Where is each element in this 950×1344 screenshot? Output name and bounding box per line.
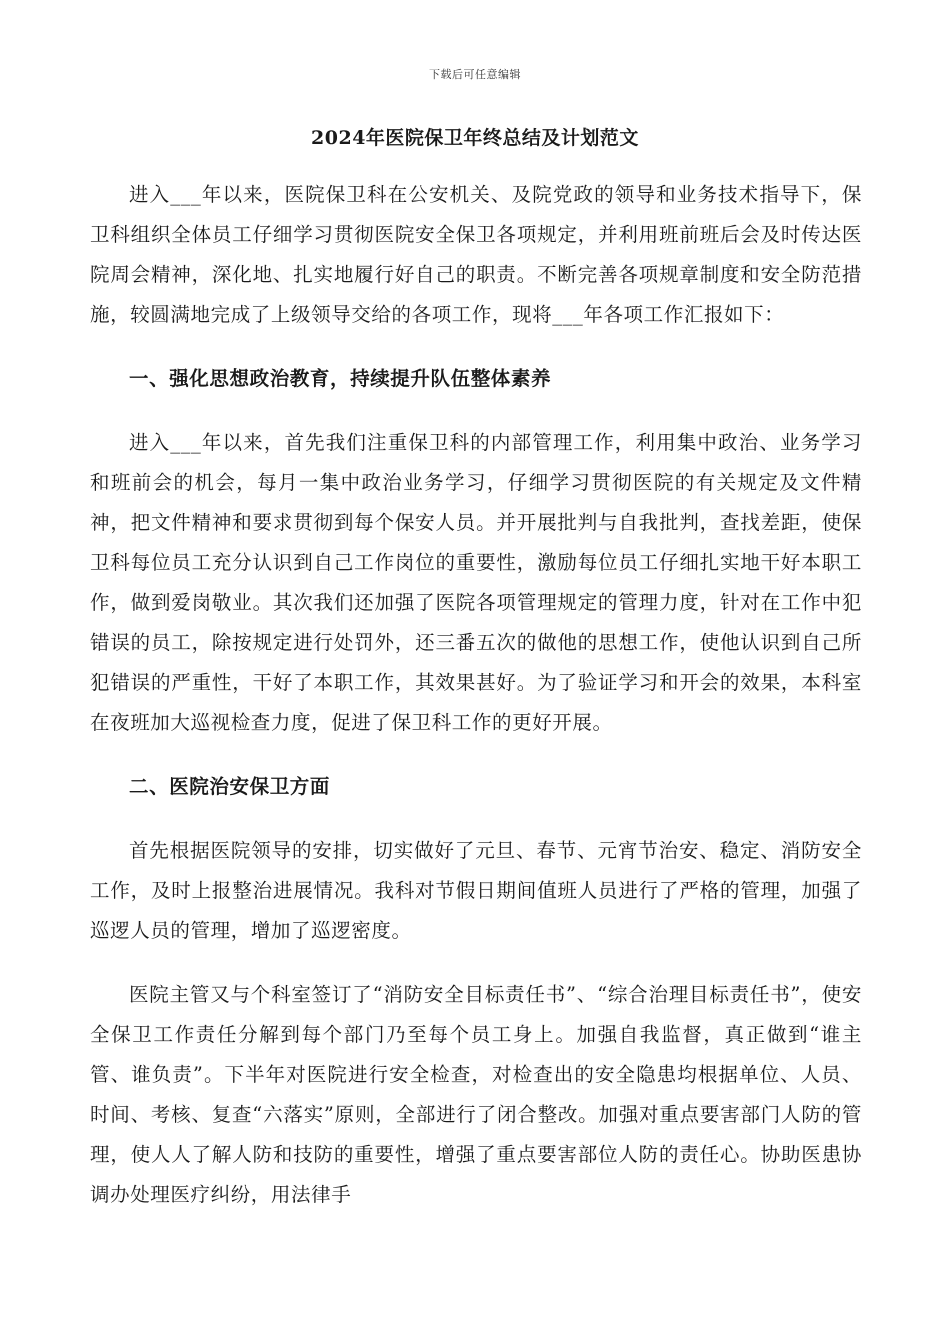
section1-paragraph: 进入___年以来，首先我们注重保卫科的内部管理工作，利用集中政治、业务学习和班前会的机会，每月一集中政治业务学习，仔细学习贯彻医院的有关规定及文件精神，把文件精神和要求贯彻到每个保安人员。并开展批判与自我批判，查找差距，使保卫科每位员工充分认识到自己工作岗位的重要性，激励每位员工仔细扎实地干好本职工作，做到爱岗敬业。其次我们还加强了医院各项管理规定的管理力度，针对在工作中犯错误的员工，除按规定进行处罚外，还三番五次的做他的思想工作，使他认识到自己所犯错误的严重性，干好了本职工作，其效果甚好。为了验证学习和开会的效果，本科室在夜班加大巡视检查力度，促进了保卫科工作的更好开展。 — [90, 431, 862, 734]
spacer — [90, 399, 862, 423]
header-note: 下载后可任意编辑 — [429, 68, 521, 81]
spacer — [90, 335, 862, 359]
spacer — [90, 807, 862, 831]
section1-heading: 一、强化思想政治教育，持续提升队伍整体素养 — [129, 367, 552, 390]
section2-paragraph-2: 医院主管又与个科室签订了“消防安全目标责任书”、“综合治理目标责任书”，使安全保卫工作责任分解到每个部门乃至每个员工身上。加强自我监督，真正做到“谁主管、谁负责”。下半年对医院进行安全检查，对检查出的安全隐患均根据单位、人员、时间、考核、复查“六落实”原则，全部进行了闭合整改。加强对重点要害部门人防的管理，使人人了解人防和技防的重要性，增强了重点要害部位人防的责任心。协助医患协调办处理医疗纠纷，用法律手 — [90, 983, 862, 1206]
document-body — [90, 175, 862, 1215]
spacer — [90, 951, 862, 975]
intro-paragraph: 进入___年以来，医院保卫科在公安机关、及院党政的领导和业务技术指导下，保卫科组织全体员工仔细学习贯彻医院安全保卫各项规定，并利用班前班后会及时传达医院周会精神，深化地、扎实地履行好自己的职责。不断完善各项规章制度和安全防范措施，较圆满地完成了上级领导交给的各项工作，现将___年各项工作汇报如下： — [90, 183, 862, 326]
section2-heading: 二、医院治安保卫方面 — [129, 775, 331, 798]
document-title: 2024年医院保卫年终总结及计划范文 — [311, 127, 639, 149]
spacer — [90, 743, 862, 767]
section2-paragraph-1: 首先根据医院领导的安排，切实做好了元旦、春节、元宵节治安、稳定、消防安全工作，及时上报整治进展情况。我科对节假日期间值班人员进行了严格的管理，加强了巡逻人员的管理，增加了巡逻密度。 — [90, 839, 862, 942]
